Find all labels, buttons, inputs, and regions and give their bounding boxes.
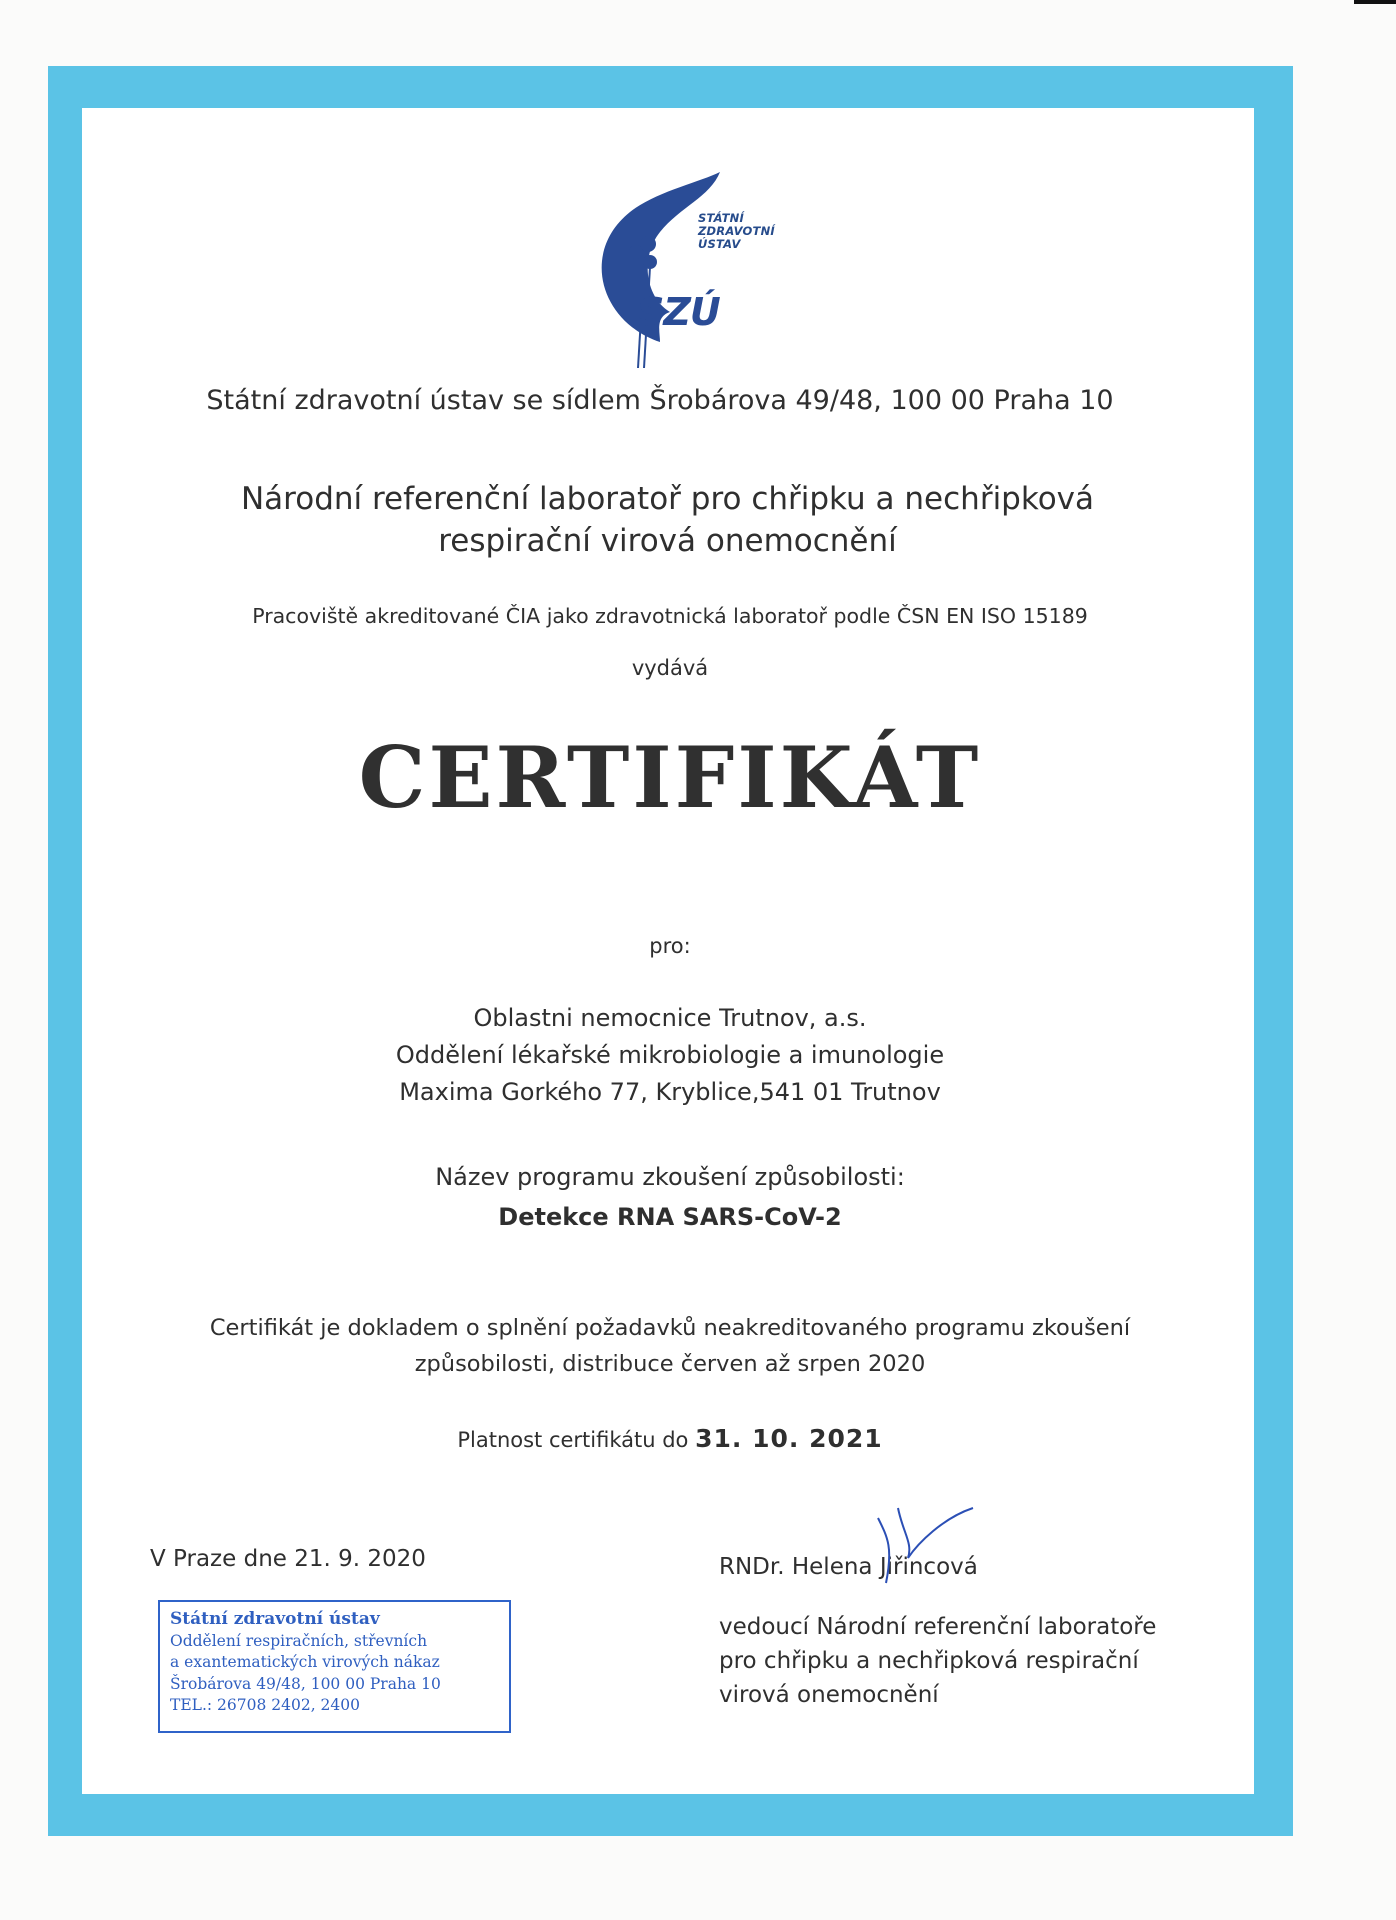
signer-role-line: pro chřipku a nechřipková respirační [719,1648,1139,1674]
signature-icon [858,1488,978,1588]
stamp-line: TEL.: 26708 2402, 2400 [170,1696,361,1714]
program-label: Název programu zkoušení způsobilosti: [435,1163,905,1191]
laboratory-name-line: Národní referenční laboratoř pro chřipku a nechřipková [240,481,1095,517]
official-stamp [158,1600,511,1733]
statement-line: způsobilosti, distribuce červen až srpen 2020 [414,1351,926,1377]
recipient-line: Oblastni nemocnice Trutnov, a.s. [473,1004,867,1032]
scan-edge-mark [1354,0,1396,4]
stamp-line: Státní zdravotní ústav [170,1609,380,1629]
signer-role-line: virová onemocnění [719,1682,939,1708]
signer-role [719,1610,1156,1712]
certificate-statement [100,1310,1240,1382]
stamp-line: Oddělení respiračních, střevních [170,1631,428,1650]
recipient-line: Oddělení lékařské mikrobiologie a imunologie [395,1041,945,1069]
recipient-line: Maxima Gorkého 77, Kryblice,541 01 Trutnov [399,1078,941,1106]
validity-label: Platnost certifikátu do [457,1428,689,1452]
issues-label: vydává [631,656,709,680]
signer-name: RNDr. Helena Jiřincová [719,1554,978,1580]
szu-logo-icon [560,172,800,372]
laboratory-name [100,478,1235,562]
stamp-line: Šrobárova 49/48, 100 00 Praha 10 [170,1674,441,1693]
certificate-title: CERTIFIKÁT [358,728,982,827]
program-name: Detekce RNA SARS-CoV-2 [498,1203,842,1231]
laboratory-name-line: respirační virová onemocnění [438,523,897,559]
accreditation-note: Pracoviště akreditované ČIA jako zdravotnická laboratoř podle ČSN EN ISO 15189 [252,604,1088,628]
logo-wordmark [698,212,775,251]
logo-word: ÚSTAV [698,237,741,251]
logo-word: STÁTNÍ [698,211,744,225]
signer-role-line: vedoucí Národní referenční laboratoře [719,1614,1157,1640]
validity-date: 31. 10. 2021 [695,1424,883,1453]
institute-address: Státní zdravotní ústav se sídlem Šrobárova 49/48, 100 00 Praha 10 [206,385,1114,416]
logo-abbreviation: SZÚ [637,290,720,334]
recipient-block [100,1000,1240,1111]
stamp-line: a exantematických virových nákaz [170,1653,440,1671]
validity [100,1424,1240,1453]
for-label: pro: [649,934,691,958]
place-and-date: V Praze dne 21. 9. 2020 [150,1546,426,1572]
statement-line: Certifikát je dokladem o splnění požadavků neakreditovaného programu zkoušení [209,1315,1131,1341]
logo-word: ZDRAVOTNÍ [698,224,775,238]
